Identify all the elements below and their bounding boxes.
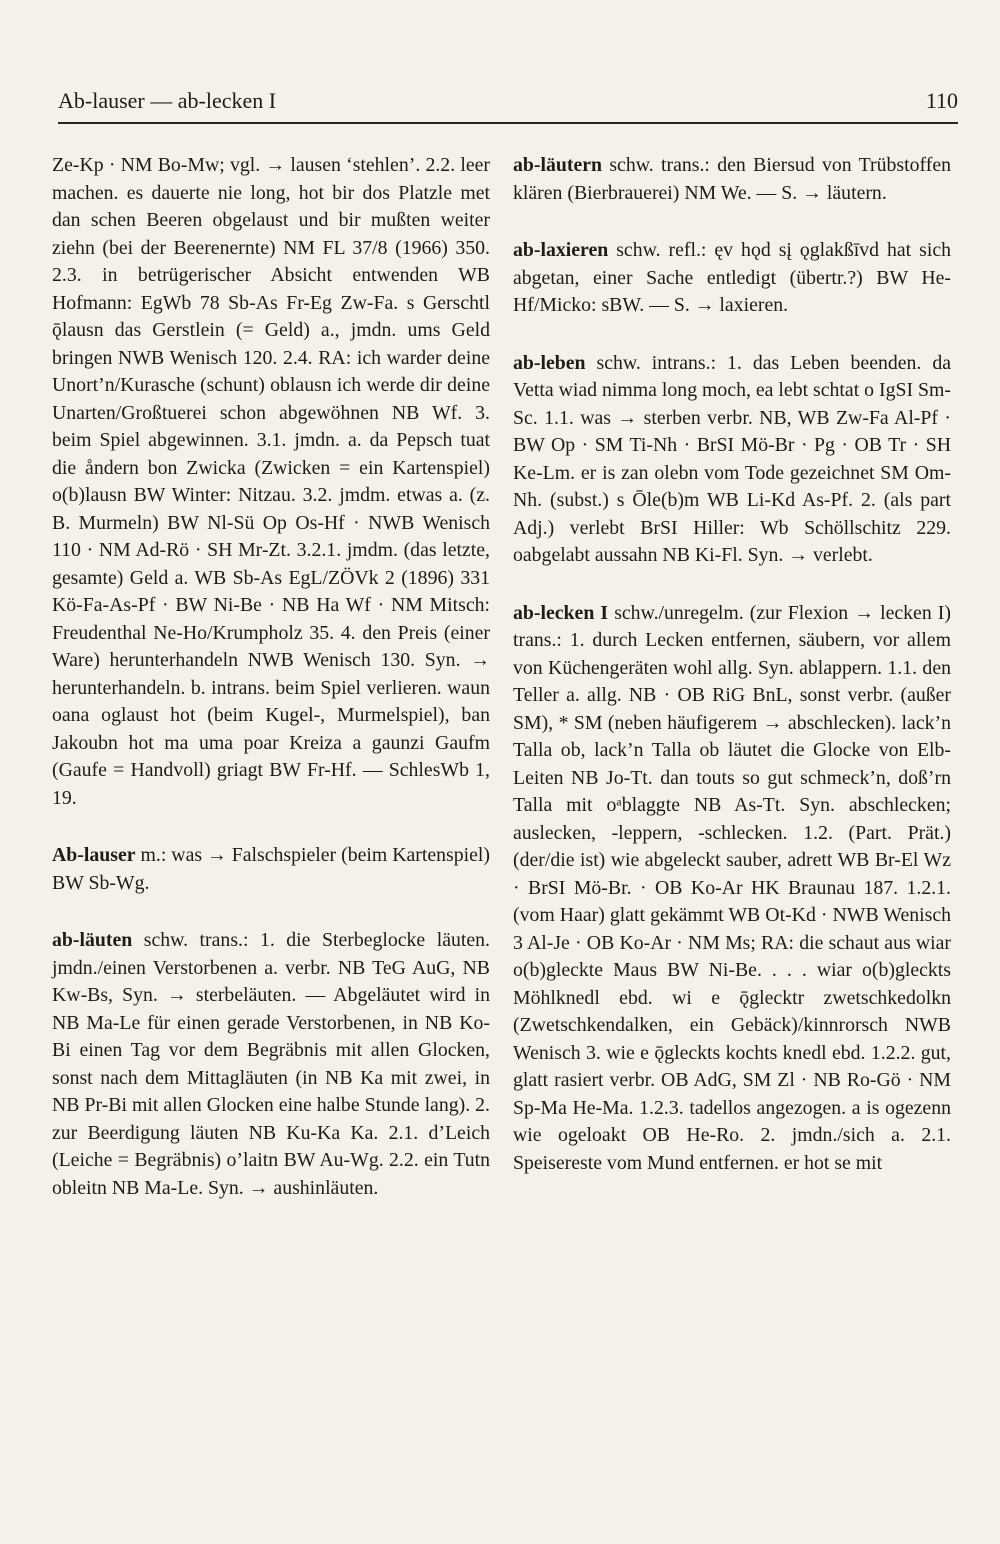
- header-title: Ab-lauser — ab-lecken I: [58, 88, 277, 113]
- headword: ab-läutern: [513, 154, 603, 176]
- headword: ab-lecken I: [513, 601, 609, 624]
- page-number: 110: [925, 88, 958, 113]
- entry-text: Ze-Kp · NM Bo-Mw; vgl. → lausen ‘stehlen’. 2.2. leer machen. es dauerte nie long, hot bir dos Platzle met dan schen Beeren obgelaust und bir mußten weiter ziehn (bei der Beerenernte) NM FL 37/8 (1966) 350. 2.3. in betrügerischer Absicht entwenden WB Hofmann: EgWb 78 Sb-As Fr-Eg Zw-Fa. s Gerschtl ǭlausn das Gerstlein (= Geld) a., jmdn. ums Geld bringen NWB Wenisch 120. 2.4. RA: ich warder deine Unort’n/Kurasche (schunt) oblausn ich werde dir deine Unarten/Großtuerei schon abgewöhnen NB Wf. 3. beim Spiel abgewinnen. 3.1. jmdn. a. da Pepsch tuat die åndern bon Zwicka (Zwicken = ein Kartenspiel) o(b)lausn BW Winter: Nitzau. 3.2. jmdm. etwas a. (z. B. Murmeln) BW Nl-Sü Op Os-Hf · NWB Wenisch 110 · NM Ad-Rö · SH Mr-Zt. 3.2.1. jmdm. (das letzte, gesamte) Geld a. WB Sb-As EgL/ZÖVk 2 (1896) 331 Kö-Fa-As-Pf · BW Ni-Be · NB Ha Wf · NM Mitsch: Freudenthal Ne-Ho/Krumpholz 35. 4. den Preis (einer Ware) herunterhandeln NWB Wenisch 130. Syn. → herunterhandeln. b. intrans. beim Spiel verlieren. waun oana oglaust hot (beim Kugel-, Murmelspiel), ban Jakoubn hot ma uma poar Kreiza a gaunzi Gaufm (Gaufe = Handvoll) griagt BW Fr-Hf. — SchlesWb 1, 19.: [52, 154, 490, 809]
- dictionary-entry: [513, 152, 951, 207]
- dictionary-entry: [52, 927, 490, 1202]
- header-rule: [58, 122, 958, 124]
- entry-text: m.: was → Falschspieler (beim Kartenspiel) BW Sb-Wg.: [52, 844, 490, 894]
- running-header: [58, 88, 958, 122]
- entry-text: schw. refl.: ęv hǫd sį ǫglakßīvd hat sich abgetan, einer Sache entledigt (übertr.?) BW He-Hf/Micko: sBW. — S. → laxieren.: [513, 239, 951, 316]
- headword: Ab-lauser: [52, 844, 136, 866]
- entry-text: schw. trans.: 1. die Sterbeglocke läuten. jmdn./einen Verstorbenen a. verbr. NB TeG AuG, NB Kw-Bs, Syn. → sterbeläuten. — Abgeläutet wird in NB Ma-Le für einen gerade Verstorbenen, in NB Ko-Bi einen Tag vor dem Begräbnis mit allen Glocken, sonst nach dem Mittagläuten (in NB Ka mit zwei, in NB Pr-Bi mit allen Glocken eine halbe Stunde lang). 2. zur Beerdigung läuten NB Ku-Ka Ka. 2.1. d’Leich (Leiche = Begräbnis) o’laitn BW Au-Wg. 2.2. ein Tutn obleitn NB Ma-Le. Syn. → aushinläuten.: [52, 929, 490, 1199]
- dictionary-entry-continuation: [52, 152, 490, 812]
- entry-text: schw./unregelm. (zur Flexion → lecken I) trans.: 1. durch Lecken entfernen, säubern, vor allem von Küchengeräten wohl allg. Syn. ablappern. 1.1. den Teller a. allg. NB · OB RiG BnL, sonst verbr. (außer SM), * SM (neben häufigerem → abschlecken). lack’n Talla ob, lack’n Talla ob läutet die Glocke von Elb-Leiten NB Jo-Tt. dan touts so gut schmeck’n, doß’rn Talla mit oᵃblaggte NB As-Tt. Syn. abschlecken; auslecken, -leppern, -schlecken. 1.2. (Part. Prät.) (der/die ist) wie abgeleckt sauber, adrett WB Br-El Wz · BrSI Mö-Br. · OB Ko-Ar HK Braunau 187. 1.2.1. (vom Haar) glatt gekämmt WB Ot-Kd · NWB Wenisch 3 Al-Je · OB Ko-Ar · NM Ms; RA: die schaut aus wiar o(b)gleckte Maus BW Ni-Be. . . . wiar o(b)gleckts Möhlknedl ebd. wi e ǭglecktr zwetschkedolkn (Zwetschkendalken, ein Gebäck)/kinnrorsch NWB Wenisch 3. wie e ǭgleckts kochts knedl ebd. 1.2.2. gut, glatt rasiert verbr. OB AdG, SM Zl · NB Ro-Gö · NM Sp-Ma He-Ma. 1.2.3. tadellos angezogen. a is ogezenn wie ogeloakt OB He-Ro. 2. jmdn./sich a. 2.1. Speisereste vom Mund entfernen. er hot se mit: [513, 601, 951, 1174]
- dictionary-entry: [513, 600, 951, 1178]
- headword: ab-leben: [513, 351, 586, 374]
- dictionary-entry: [513, 237, 951, 320]
- dictionary-entry: [52, 842, 490, 897]
- entry-text: schw. intrans.: 1. das Leben beenden. da Vetta wiad nimma long moch, ea lebt schtat o IgSI Sm-Sc. 1.1. was → sterben verbr. NB, WB Zw-Fa Al-Pf · BW Op · SM Ti-Nh · BrSI Mö-Br · Pg · OB Tr · SH Ke-Lm. er is zan olebn vom Tode gezeichnet SM Om-Nh. (subst.) s Ōle(b)m WB Li-Kd As-Pf. 2. (als part Adj.) verlebt BrSI Hiller: Wb Schöllschitz 229. oabgelabt aussahn NB Ki-Fl. Syn. → verlebt.: [513, 351, 951, 566]
- headword: ab-läuten: [52, 929, 133, 951]
- right-column: [513, 152, 951, 1207]
- left-column: [52, 152, 490, 1232]
- dictionary-entry: [513, 350, 951, 570]
- entry-text: schw. trans.: den Biersud von Trübstoffen klären (Bierbrauerei) NM We. — S. → läutern.: [513, 154, 951, 204]
- headword: ab-laxieren: [513, 239, 609, 261]
